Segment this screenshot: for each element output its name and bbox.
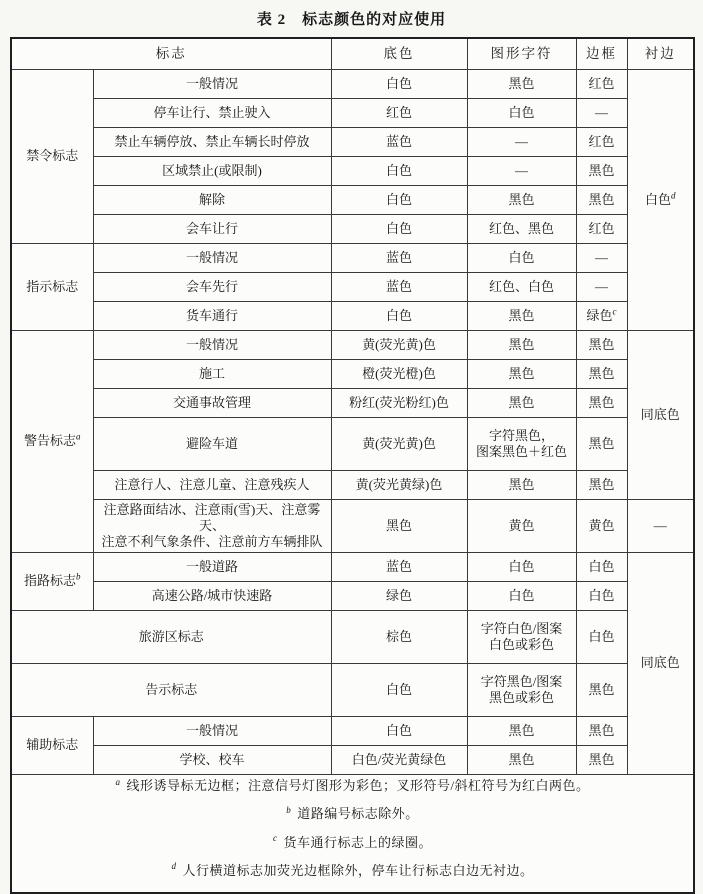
table-title: 表 2 标志颜色的对应使用	[256, 12, 447, 28]
border-cell: 白色	[576, 582, 627, 611]
table-row	[11, 215, 694, 244]
glyph-cell: 白色	[467, 553, 576, 582]
border-cell: 黄色	[576, 500, 627, 553]
glyph-cell: 黑色	[467, 746, 576, 775]
glyph-cell: 黑色	[467, 331, 576, 360]
ground-cell: 白色	[331, 717, 467, 746]
subtype-cell: 一般情况	[93, 70, 331, 99]
footnote-b: $^b$ 道路编号标志除外。	[286, 804, 419, 822]
subtype-cell: 施工	[93, 360, 331, 389]
ground-cell: 白色	[331, 215, 467, 244]
ground-cell: 白色	[331, 186, 467, 215]
glyph-cell: 字符白色/图案 白色或彩色	[467, 611, 576, 664]
border-cell: 黑色	[576, 746, 627, 775]
column-header-glyph: 图形字符	[467, 38, 576, 70]
table-row	[11, 418, 694, 471]
ground-cell: 黄(荧光黄)色	[331, 331, 467, 360]
border-cell: 黑色	[576, 360, 627, 389]
border-cell: 白色	[576, 611, 627, 664]
border-cell: 绿色$^c$	[576, 302, 627, 331]
table-row	[11, 244, 694, 273]
ground-cell: 白色	[331, 664, 467, 717]
ground-cell: 白色/荧光黄绿色	[331, 746, 467, 775]
glyph-cell: 字符黑色/图案 黑色或彩色	[467, 664, 576, 717]
border-cell: 红色	[576, 70, 627, 99]
subtype-cell: 注意行人、注意儿童、注意残疾人	[93, 471, 331, 500]
ground-cell: 红色	[331, 99, 467, 128]
category-cell-guide: 指路标志$^b$	[11, 553, 93, 611]
footnote-c: $^c$ 货车通行标志上的绿圈。	[272, 833, 432, 850]
ground-cell: 黄(荧光黄绿)色	[331, 471, 467, 500]
table-row	[11, 717, 694, 746]
glyph-cell: 白色	[467, 582, 576, 611]
subtype-cell: 会车让行	[93, 215, 331, 244]
subtype-cell: 区域禁止(或限制)	[93, 157, 331, 186]
border-cell: —	[576, 99, 627, 128]
ground-cell: 蓝色	[331, 553, 467, 582]
table-row	[11, 582, 694, 611]
glyph-cell: 黑色	[467, 186, 576, 215]
subtype-cell: 货车通行	[93, 302, 331, 331]
table-row	[11, 746, 694, 775]
table-row	[11, 553, 694, 582]
ground-cell: 棕色	[331, 611, 467, 664]
table-row	[11, 99, 694, 128]
ground-cell: 蓝色	[331, 244, 467, 273]
footnote-a: $^a$ 线形诱导标无边框；注意信号灯图形为彩色；叉形符号/斜杠符号为红白两色。	[115, 776, 590, 793]
table-row	[11, 471, 694, 500]
subtype-cell: 禁止车辆停放、禁止车辆长时停放	[93, 128, 331, 157]
table-row	[11, 664, 694, 717]
category-cell-tourist: 旅游区标志	[11, 611, 331, 664]
glyph-cell: 黑色	[467, 302, 576, 331]
table-row	[11, 128, 694, 157]
subtype-cell: 避险车道	[93, 418, 331, 471]
subtype-cell: 一般情况	[93, 331, 331, 360]
border-cell: 黑色	[576, 389, 627, 418]
border-cell: 黑色	[576, 717, 627, 746]
border-cell: 黑色	[576, 157, 627, 186]
table-row	[11, 389, 694, 418]
glyph-cell: 字符黑色， 图案黑色＋红色	[467, 418, 576, 471]
category-cell-notice: 告示标志	[11, 664, 331, 717]
table-row	[11, 70, 694, 99]
column-header-ground: 底色	[331, 38, 467, 70]
sign-color-table	[10, 37, 695, 894]
border-cell: 白色	[576, 553, 627, 582]
edging-cell: 白色$^d$	[627, 70, 694, 331]
ground-cell: 白色	[331, 302, 467, 331]
table-row	[11, 157, 694, 186]
category-cell-warning: 警告标志$^a$	[11, 331, 93, 553]
border-cell: 黑色	[576, 186, 627, 215]
glyph-cell: 黑色	[467, 360, 576, 389]
glyph-cell: —	[467, 157, 576, 186]
subtype-cell: 注意路面结冰、注意雨(雪)天、注意雾天、 注意不利气象条件、注意前方车辆排队	[93, 500, 331, 553]
column-header-sign: 标志	[11, 38, 331, 70]
ground-cell: 橙(荧光橙)色	[331, 360, 467, 389]
border-cell: 黑色	[576, 418, 627, 471]
category-cell-prohibition: 禁令标志	[11, 70, 93, 244]
table-row	[11, 186, 694, 215]
border-cell: 红色	[576, 215, 627, 244]
edging-cell: —	[627, 500, 694, 553]
subtype-cell: 会车先行	[93, 273, 331, 302]
category-cell-indication: 指示标志	[11, 244, 93, 331]
border-cell: —	[576, 244, 627, 273]
column-header-edging: 衬边	[627, 38, 694, 70]
border-cell: —	[576, 273, 627, 302]
subtype-cell: 一般道路	[93, 553, 331, 582]
glyph-cell: 黑色	[467, 471, 576, 500]
ground-cell: 绿色	[331, 582, 467, 611]
glyph-cell: 黑色	[467, 389, 576, 418]
column-header-border: 边框	[576, 38, 627, 70]
border-cell: 黑色	[576, 331, 627, 360]
ground-cell: 黄(荧光黄)色	[331, 418, 467, 471]
category-cell-auxiliary: 辅助标志	[11, 717, 93, 775]
subtype-cell: 解除	[93, 186, 331, 215]
table-row	[11, 611, 694, 664]
border-cell: 红色	[576, 128, 627, 157]
subtype-cell: 交通事故管理	[93, 389, 331, 418]
glyph-cell: —	[467, 128, 576, 157]
footnotes-row	[11, 775, 694, 894]
edging-cell: 同底色	[627, 553, 694, 775]
ground-cell: 白色	[331, 70, 467, 99]
ground-cell: 蓝色	[331, 128, 467, 157]
glyph-cell: 白色	[467, 99, 576, 128]
edging-cell: 同底色	[627, 331, 694, 500]
glyph-cell: 黑色	[467, 717, 576, 746]
table-row	[11, 273, 694, 302]
table-row	[11, 331, 694, 360]
table-row	[11, 360, 694, 389]
border-cell: 黑色	[576, 471, 627, 500]
subtype-cell: 学校、校车	[93, 746, 331, 775]
footnote-d: $^d$ 人行横道标志加荧光边框除外，停车让行标志白边无衬边。	[171, 861, 534, 878]
ground-cell: 粉红(荧光粉红)色	[331, 389, 467, 418]
ground-cell: 黑色	[331, 500, 467, 553]
border-cell: 黑色	[576, 664, 627, 717]
footnotes-cell	[11, 775, 694, 894]
header-row	[11, 38, 694, 70]
glyph-cell: 红色、白色	[467, 273, 576, 302]
glyph-cell: 黑色	[467, 70, 576, 99]
table-row	[11, 302, 694, 331]
subtype-cell: 一般情况	[93, 244, 331, 273]
subtype-cell: 一般情况	[93, 717, 331, 746]
ground-cell: 白色	[331, 157, 467, 186]
ground-cell: 蓝色	[331, 273, 467, 302]
subtype-cell: 高速公路/城市快速路	[93, 582, 331, 611]
subtype-cell: 停车让行、禁止驶入	[93, 99, 331, 128]
glyph-cell: 白色	[467, 244, 576, 273]
glyph-cell: 黄色	[467, 500, 576, 553]
table-row	[11, 500, 694, 553]
glyph-cell: 红色、黑色	[467, 215, 576, 244]
